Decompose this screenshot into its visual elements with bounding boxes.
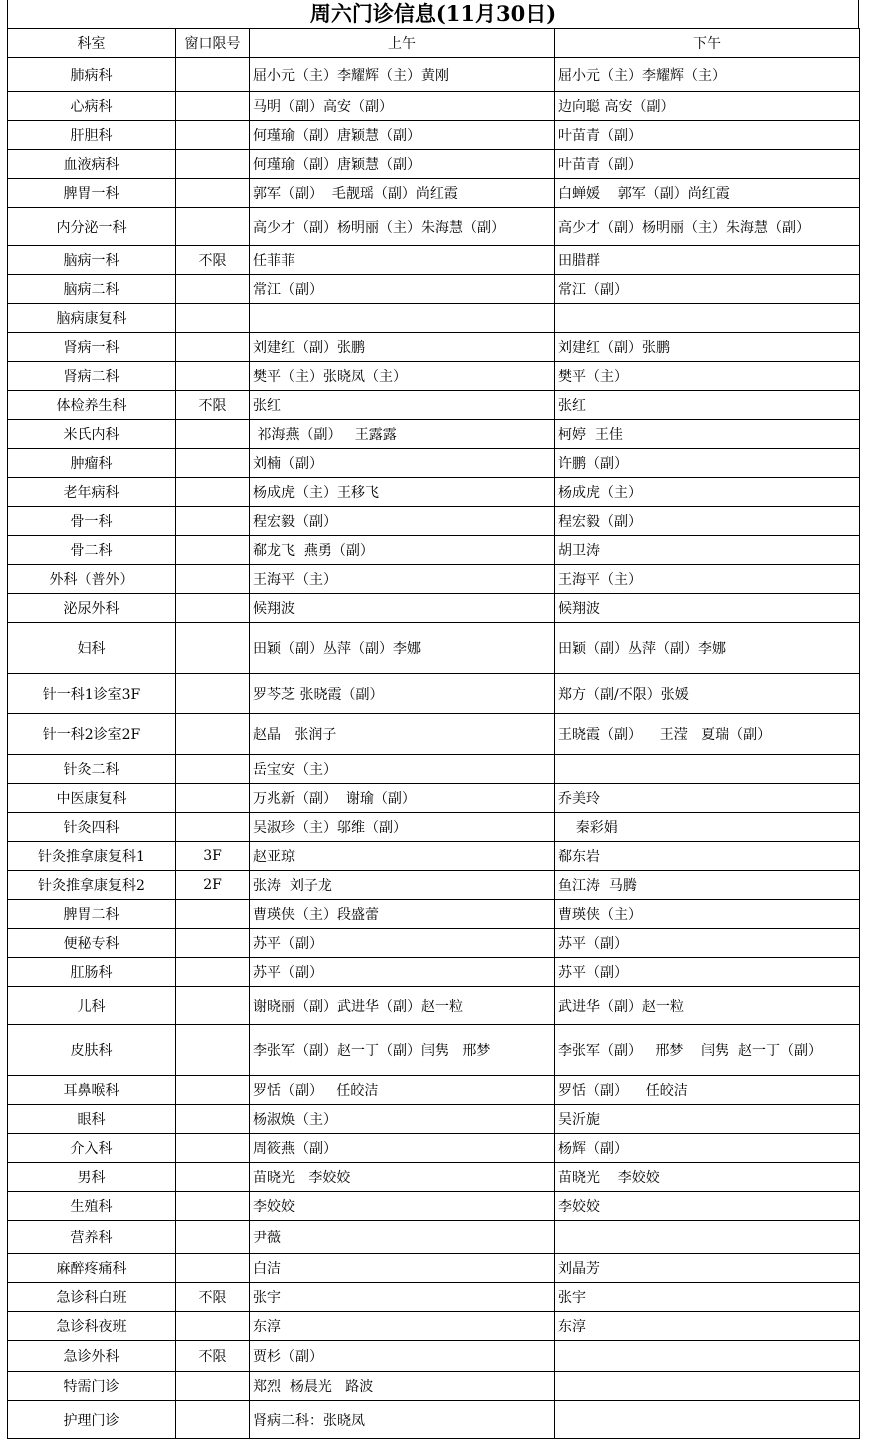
table-row: [8, 1283, 860, 1312]
table-row: [8, 449, 860, 478]
morning-cell: 周筱燕（副）: [250, 1134, 555, 1163]
afternoon-cell: 柯婷 王佳: [555, 420, 860, 449]
morning-cell: 刘楠（副）: [250, 449, 555, 478]
table-row: [8, 58, 860, 92]
afternoon-cell: 罗恬（副） 任皎洁: [555, 1076, 860, 1105]
morning-cell: 祁海燕（副） 王露露: [250, 420, 555, 449]
morning-cell: 白洁: [250, 1254, 555, 1283]
afternoon-cell: 程宏毅（副）: [555, 507, 860, 536]
morning-cell: 曹瑛侠（主）段盛蕾: [250, 900, 555, 929]
dept-cell: 脑病一科: [8, 246, 176, 275]
afternoon-cell: [555, 1401, 860, 1439]
dept-cell: 营养科: [8, 1221, 176, 1254]
dept-cell: 血液病科: [8, 150, 176, 179]
afternoon-cell: 苗晓光 李姣姣: [555, 1163, 860, 1192]
table-row: [8, 304, 860, 333]
limit-cell: [176, 362, 250, 391]
afternoon-cell: 曹瑛侠（主）: [555, 900, 860, 929]
table-row: [8, 1312, 860, 1341]
dept-cell: 针灸二科: [8, 755, 176, 784]
table-row: [8, 275, 860, 304]
morning-cell: 苏平（副）: [250, 958, 555, 987]
dept-cell: 脑病康复科: [8, 304, 176, 333]
morning-cell: 何瑾瑜（副）唐颖慧（副）: [250, 150, 555, 179]
dept-cell: 急诊科白班: [8, 1283, 176, 1312]
table-row: [8, 1372, 860, 1401]
morning-cell: 张宇: [250, 1283, 555, 1312]
limit-cell: [176, 92, 250, 121]
afternoon-cell: 郑方（副/不限）张媛: [555, 674, 860, 714]
afternoon-cell: 杨成虎（主）: [555, 478, 860, 507]
table-row: [8, 1105, 860, 1134]
dept-cell: 米氏内科: [8, 420, 176, 449]
table-row: [8, 871, 860, 900]
morning-cell: 张涛 刘子龙: [250, 871, 555, 900]
table-row: [8, 1025, 860, 1076]
morning-cell: 郭军（副） 毛靓瑶（副）尚红霞: [250, 179, 555, 208]
morning-cell: 赵晶 张润子: [250, 714, 555, 755]
limit-cell: [176, 900, 250, 929]
morning-cell: 程宏毅（副）: [250, 507, 555, 536]
afternoon-cell: 王晓霞（副） 王滢 夏瑞（副）: [555, 714, 860, 755]
dept-cell: 麻醉疼痛科: [8, 1254, 176, 1283]
afternoon-cell: 常江（副）: [555, 275, 860, 304]
dept-cell: 耳鼻喉科: [8, 1076, 176, 1105]
table-row: [8, 92, 860, 121]
table-row: [8, 565, 860, 594]
afternoon-cell: 樊平（主）: [555, 362, 860, 391]
dept-cell: 针一科1诊室3F: [8, 674, 176, 714]
dept-cell: 老年病科: [8, 478, 176, 507]
table-row: [8, 755, 860, 784]
table-row: [8, 391, 860, 420]
limit-cell: 不限: [176, 1341, 250, 1372]
morning-cell: 苏平（副）: [250, 929, 555, 958]
dept-cell: 泌尿外科: [8, 594, 176, 623]
morning-cell: 王海平（主）: [250, 565, 555, 594]
limit-cell: 不限: [176, 1283, 250, 1312]
dept-cell: 生殖科: [8, 1192, 176, 1221]
dept-cell: 肝胆科: [8, 121, 176, 150]
afternoon-cell: 郗东岩: [555, 842, 860, 871]
table-row: [8, 900, 860, 929]
morning-cell: 刘建红（副）张鹏: [250, 333, 555, 362]
limit-cell: [176, 179, 250, 208]
dept-cell: 针灸推拿康复科2: [8, 871, 176, 900]
limit-cell: 不限: [176, 246, 250, 275]
limit-cell: [176, 1254, 250, 1283]
table-row: [8, 594, 860, 623]
limit-cell: [176, 58, 250, 92]
afternoon-cell: 秦彩娟: [555, 813, 860, 842]
morning-cell: 郑烈 杨晨光 路波: [250, 1372, 555, 1401]
afternoon-cell: 张宇: [555, 1283, 860, 1312]
morning-cell: 东淳: [250, 1312, 555, 1341]
afternoon-cell: 田颖（副）丛萍（副）李娜: [555, 623, 860, 674]
limit-cell: [176, 1025, 250, 1076]
schedule-sheet: [7, 0, 859, 1439]
dept-cell: 肺病科: [8, 58, 176, 92]
limit-cell: [176, 449, 250, 478]
morning-cell: 马明（副）高安（副）: [250, 92, 555, 121]
header-dept: 科室: [8, 29, 176, 58]
afternoon-cell: [555, 1372, 860, 1401]
dept-cell: 特需门诊: [8, 1372, 176, 1401]
table-row: [8, 208, 860, 246]
limit-cell: [176, 1401, 250, 1439]
dept-cell: 儿科: [8, 987, 176, 1025]
afternoon-cell: [555, 755, 860, 784]
table-row: [8, 784, 860, 813]
table-row: [8, 362, 860, 391]
afternoon-cell: 刘建红（副）张鹏: [555, 333, 860, 362]
limit-cell: 不限: [176, 391, 250, 420]
dept-cell: 肛肠科: [8, 958, 176, 987]
morning-cell: 杨成虎（主）王移飞: [250, 478, 555, 507]
dept-cell: 心病科: [8, 92, 176, 121]
afternoon-cell: 胡卫涛: [555, 536, 860, 565]
afternoon-cell: 许鹏（副）: [555, 449, 860, 478]
afternoon-cell: 王海平（主）: [555, 565, 860, 594]
limit-cell: [176, 420, 250, 449]
dept-cell: 脾胃二科: [8, 900, 176, 929]
dept-cell: 护理门诊: [8, 1401, 176, 1439]
morning-cell: 何瑾瑜（副）唐颖慧（副）: [250, 121, 555, 150]
table-body: [8, 58, 860, 1439]
afternoon-cell: [555, 1341, 860, 1372]
table-row: [8, 929, 860, 958]
afternoon-cell: 苏平（副）: [555, 958, 860, 987]
morning-cell: 杨淑焕（主）: [250, 1105, 555, 1134]
afternoon-cell: 边向聪 高安（副）: [555, 92, 860, 121]
table-row: [8, 1254, 860, 1283]
morning-cell: 常江（副）: [250, 275, 555, 304]
header-row: [8, 29, 860, 58]
afternoon-cell: 李张军（副） 邢梦 闫隽 赵一丁（副）: [555, 1025, 860, 1076]
afternoon-cell: 屈小元（主）李耀辉（主）: [555, 58, 860, 92]
table-row: [8, 958, 860, 987]
afternoon-cell: 武进华（副）赵一粒: [555, 987, 860, 1025]
table-row: [8, 536, 860, 565]
dept-cell: 急诊科夜班: [8, 1312, 176, 1341]
morning-cell: 候翔波: [250, 594, 555, 623]
dept-cell: 骨二科: [8, 536, 176, 565]
afternoon-cell: 东淳: [555, 1312, 860, 1341]
morning-cell: 田颖（副）丛萍（副）李娜: [250, 623, 555, 674]
limit-cell: [176, 674, 250, 714]
table-row: [8, 987, 860, 1025]
dept-cell: 妇科: [8, 623, 176, 674]
morning-cell: 罗恬（副） 任皎洁: [250, 1076, 555, 1105]
dept-cell: 内分泌一科: [8, 208, 176, 246]
table-row: [8, 714, 860, 755]
dept-cell: 针灸四科: [8, 813, 176, 842]
morning-cell: [250, 304, 555, 333]
dept-cell: 体检养生科: [8, 391, 176, 420]
table-row: [8, 1221, 860, 1254]
afternoon-cell: 鱼江涛 马腾: [555, 871, 860, 900]
table-row: [8, 1134, 860, 1163]
afternoon-cell: 叶苗青（副）: [555, 121, 860, 150]
table-row: [8, 674, 860, 714]
afternoon-cell: 高少才（副）杨明丽（主）朱海慧（副）: [555, 208, 860, 246]
afternoon-cell: 白蝉媛 郭军（副）尚红霞: [555, 179, 860, 208]
morning-cell: 万兆新（副） 谢瑜（副）: [250, 784, 555, 813]
afternoon-cell: [555, 304, 860, 333]
afternoon-cell: 田腊群: [555, 246, 860, 275]
morning-cell: 尹薇: [250, 1221, 555, 1254]
afternoon-cell: 李姣姣: [555, 1192, 860, 1221]
dept-cell: 脑病二科: [8, 275, 176, 304]
limit-cell: [176, 333, 250, 362]
dept-cell: 便秘专科: [8, 929, 176, 958]
table-row: [8, 121, 860, 150]
limit-cell: [176, 1221, 250, 1254]
morning-cell: 肾病二科：张晓凤: [250, 1401, 555, 1439]
morning-cell: 屈小元（主）李耀辉（主）黄刚: [250, 58, 555, 92]
morning-cell: 贾杉（副）: [250, 1341, 555, 1372]
limit-cell: [176, 150, 250, 179]
table-row: [8, 507, 860, 536]
limit-cell: [176, 714, 250, 755]
morning-cell: 吴淑珍（主）邬维（副）: [250, 813, 555, 842]
dept-cell: 介入科: [8, 1134, 176, 1163]
afternoon-cell: 苏平（副）: [555, 929, 860, 958]
limit-cell: [176, 594, 250, 623]
dept-cell: 肾病一科: [8, 333, 176, 362]
table-row: [8, 246, 860, 275]
morning-cell: 谢晓丽（副）武进华（副）赵一粒: [250, 987, 555, 1025]
limit-cell: [176, 623, 250, 674]
morning-cell: 岳宝安（主）: [250, 755, 555, 784]
morning-cell: 高少才（副）杨明丽（主）朱海慧（副）: [250, 208, 555, 246]
dept-cell: 外科（普外）: [8, 565, 176, 594]
afternoon-cell: 刘晶芳: [555, 1254, 860, 1283]
morning-cell: 张红: [250, 391, 555, 420]
table-row: [8, 623, 860, 674]
header-afternoon: 下午: [555, 29, 860, 58]
dept-cell: 针灸推拿康复科1: [8, 842, 176, 871]
morning-cell: 樊平（主）张晓凤（主）: [250, 362, 555, 391]
table-row: [8, 1341, 860, 1372]
table-row: [8, 813, 860, 842]
header-limit: 窗口限号: [176, 29, 250, 58]
morning-cell: 李张军（副）赵一丁（副）闫隽 邢梦: [250, 1025, 555, 1076]
dept-cell: 男科: [8, 1163, 176, 1192]
limit-cell: [176, 1372, 250, 1401]
limit-cell: [176, 1312, 250, 1341]
header-morning: 上午: [250, 29, 555, 58]
afternoon-cell: 张红: [555, 391, 860, 420]
limit-cell: [176, 565, 250, 594]
limit-cell: [176, 208, 250, 246]
afternoon-cell: 乔美玲: [555, 784, 860, 813]
limit-cell: [176, 507, 250, 536]
limit-cell: [176, 1192, 250, 1221]
morning-cell: 郗龙飞 燕勇（副）: [250, 536, 555, 565]
limit-cell: [176, 536, 250, 565]
morning-cell: 李姣姣: [250, 1192, 555, 1221]
dept-cell: 眼科: [8, 1105, 176, 1134]
table-row: [8, 333, 860, 362]
limit-cell: 2F: [176, 871, 250, 900]
dept-cell: 肾病二科: [8, 362, 176, 391]
limit-cell: [176, 1105, 250, 1134]
limit-cell: [176, 987, 250, 1025]
limit-cell: [176, 1076, 250, 1105]
table-row: [8, 1076, 860, 1105]
limit-cell: [176, 275, 250, 304]
table-row: [8, 420, 860, 449]
afternoon-cell: 吴沂旎: [555, 1105, 860, 1134]
limit-cell: [176, 478, 250, 507]
schedule-table: [7, 28, 860, 1439]
morning-cell: 罗芩芝 张晓霞（副）: [250, 674, 555, 714]
table-row: [8, 842, 860, 871]
table-row: [8, 179, 860, 208]
limit-cell: [176, 1134, 250, 1163]
dept-cell: 急诊外科: [8, 1341, 176, 1372]
limit-cell: [176, 929, 250, 958]
limit-cell: 3F: [176, 842, 250, 871]
page-title: 周六门诊信息(11月30日): [7, 0, 859, 28]
limit-cell: [176, 958, 250, 987]
morning-cell: 苗晓光 李姣姣: [250, 1163, 555, 1192]
limit-cell: [176, 813, 250, 842]
table-row: [8, 1192, 860, 1221]
dept-cell: 皮肤科: [8, 1025, 176, 1076]
dept-cell: 中医康复科: [8, 784, 176, 813]
dept-cell: 骨一科: [8, 507, 176, 536]
afternoon-cell: 叶苗青（副）: [555, 150, 860, 179]
limit-cell: [176, 784, 250, 813]
afternoon-cell: [555, 1221, 860, 1254]
limit-cell: [176, 121, 250, 150]
afternoon-cell: 杨辉（副）: [555, 1134, 860, 1163]
dept-cell: 针一科2诊室2F: [8, 714, 176, 755]
morning-cell: 赵亚琼: [250, 842, 555, 871]
afternoon-cell: 候翔波: [555, 594, 860, 623]
table-row: [8, 478, 860, 507]
dept-cell: 肿瘤科: [8, 449, 176, 478]
limit-cell: [176, 755, 250, 784]
morning-cell: 任菲菲: [250, 246, 555, 275]
table-row: [8, 1163, 860, 1192]
table-row: [8, 1401, 860, 1439]
limit-cell: [176, 1163, 250, 1192]
limit-cell: [176, 304, 250, 333]
dept-cell: 脾胃一科: [8, 179, 176, 208]
table-row: [8, 150, 860, 179]
